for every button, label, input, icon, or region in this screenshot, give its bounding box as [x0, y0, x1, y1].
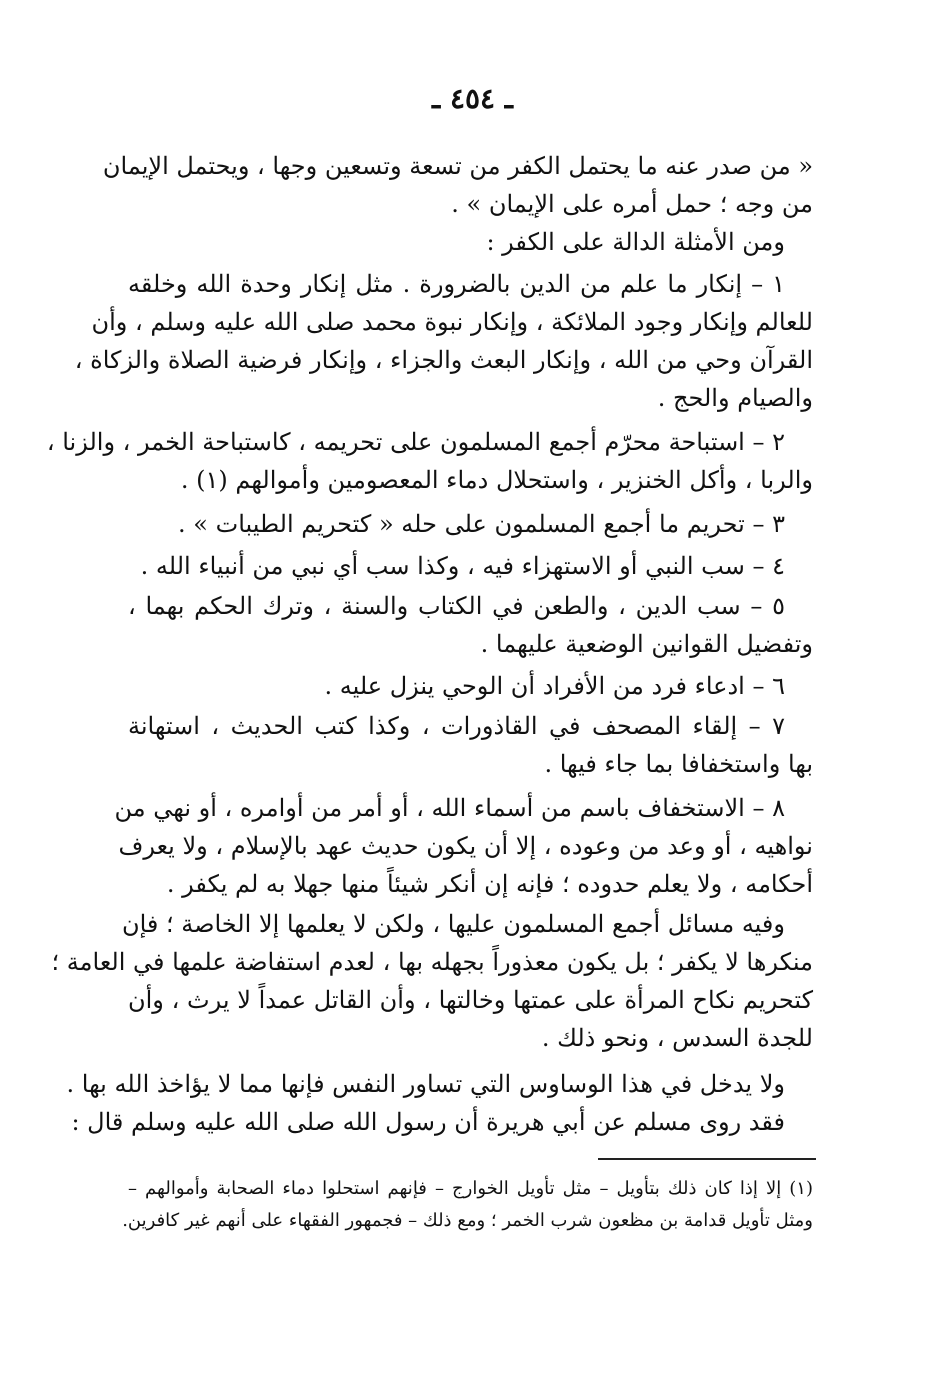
- footnote-line: ومثل تأويل قدامة بن مظعون شرب الخمر ؛ ومع ذلك – فجمهور الفقهاء على أنهم غير كافرين.: [122, 1210, 813, 1231]
- footnote-line: (١) إلا إذا كان ذلك بتأويل – مثل تأويل الخوارج – فإنهم استحلوا دماء الصحابة وأموالهم –: [128, 1178, 813, 1199]
- text-line: القرآن وحي من الله ، وإنكار البعث والجزاء ، وإنكار فرضية الصلاة والزكاة ،: [74, 346, 813, 374]
- text-line: فقد روى مسلم عن أبي هريرة أن رسول الله صلى الله عليه وسلم قال :: [71, 1108, 785, 1136]
- text-line: للعالم وإنكار وجود الملائكة ، وإنكار نبوة محمد صلى الله عليه وسلم ، وأن: [91, 308, 813, 336]
- text-line: ٢ – استباحة محرّم أجمع المسلمون على تحريمه ، كاستباحة الخمر ، والزنا ،: [46, 428, 785, 456]
- text-line: ٨ – الاستخفاف باسم من أسماء الله ، أو أمر من أوامره ، أو نهي من: [114, 794, 785, 822]
- text-line: من وجه ؛ حمل أمره على الإيمان » .: [451, 190, 813, 218]
- text-line: بها واستخفافا بما جاء فيها .: [544, 750, 813, 778]
- text-line: ٧ – إلقاء المصحف في القاذورات ، وكذا كتب الحديث ، استهانة: [128, 712, 785, 740]
- text-line: وفيه مسائل أجمع المسلمون عليها ، ولكن لا يعلمها إلا الخاصة ؛ فإن: [121, 910, 785, 938]
- text-line: ومن الأمثلة الدالة على الكفر :: [486, 228, 785, 256]
- text-line: ٣ – تحريم ما أجمع المسلمون على حله « كتحريم الطيبات » .: [178, 510, 785, 538]
- text-line: « من صدر عنه ما يحتمل الكفر من تسعة وتسعين وجها ، ويحتمل الإيمان: [102, 152, 813, 180]
- text-line: كتحريم نكاح المرأة على عمتها وخالتها ، وأن القاتل عمداً لا يرث ، وأن: [128, 986, 813, 1014]
- text-line: نواهيه ، أو وعد من وعوده ، إلا أن يكون حديث عهد بالإسلام ، ولا يعرف: [118, 832, 813, 860]
- text-line: ٥ – سب الدين ، والطعن في الكتاب والسنة ، وترك الحكم بهما ،: [128, 592, 785, 620]
- text-line: وتفضيل القوانين الوضعية عليهما .: [480, 630, 813, 658]
- text-line: أحكامه ، ولا يعلم حدوده ؛ فإنه إن أنكر شيئاً منها جهلا به لم يكفر .: [166, 870, 813, 898]
- text-line: والربا ، وأكل الخنزير ، واستحلال دماء المعصومين وأموالهم (١) .: [180, 466, 813, 494]
- text-line: ٤ – سب النبي أو الاستهزاء فيه ، وكذا سب أي نبي من أنبياء الله .: [140, 552, 785, 580]
- footnote-separator: [598, 1158, 816, 1160]
- text-line: ٦ – ادعاء فرد من الأفراد أن الوحي ينزل عليه .: [324, 672, 785, 700]
- text-line: للجدة السدس ، ونحو ذلك .: [541, 1024, 813, 1052]
- text-line: منكرها لا يكفر ؛ بل يكون معذوراً بجهله بها ، لعدم استفاضة علمها في العامة ؛: [51, 948, 813, 976]
- text-line: ١ – إنكار ما علم من الدين بالضرورة . مثل إنكار وحدة الله وخلقه: [128, 270, 785, 298]
- text-line: والصيام والحج .: [657, 384, 813, 412]
- page-number: ـ ٤٥٤ ـ: [431, 82, 514, 115]
- text-line: ولا يدخل في هذا الوساوس التي تساور النفس فإنها مما لا يؤاخذ الله بها .: [66, 1070, 785, 1098]
